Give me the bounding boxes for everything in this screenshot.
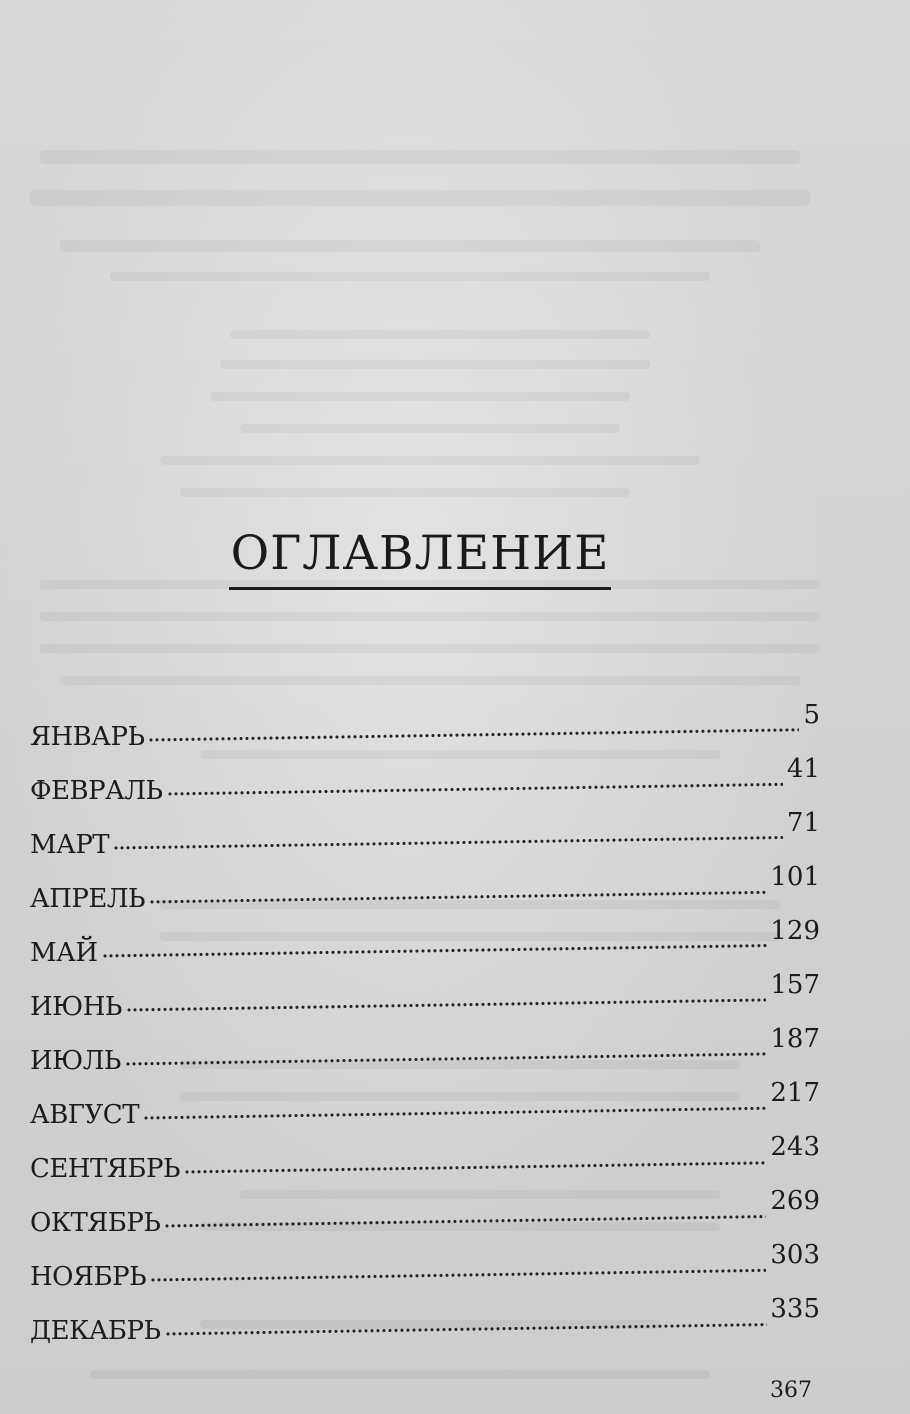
toc-entry[interactable] <box>30 850 820 914</box>
toc-entry-name: ФЕВРАЛЬ <box>30 776 163 806</box>
toc-entry[interactable] <box>30 796 820 860</box>
toc-entry-page: 335 <box>770 1294 820 1324</box>
toc-entry[interactable] <box>30 688 820 752</box>
toc-entry[interactable] <box>30 1282 820 1346</box>
table-of-contents <box>30 688 820 1346</box>
toc-title: ОГЛАВЛЕНИЕ <box>229 526 612 590</box>
toc-entry-page: 243 <box>770 1132 820 1162</box>
toc-entry-page: 217 <box>770 1078 820 1108</box>
toc-entry[interactable] <box>30 1174 820 1238</box>
toc-entry-page: 157 <box>770 970 820 1000</box>
toc-entry[interactable] <box>30 1012 820 1076</box>
dot-leader <box>164 1321 766 1338</box>
toc-entry-name: ДЕКАБРЬ <box>30 1316 161 1346</box>
page-number: 367 <box>770 1378 812 1403</box>
toc-entry-page: 187 <box>770 1024 820 1054</box>
toc-entry[interactable] <box>30 1228 820 1292</box>
toc-entry-page: 269 <box>770 1186 820 1216</box>
toc-entry[interactable] <box>30 958 820 1022</box>
toc-entry[interactable] <box>30 1066 820 1130</box>
toc-entry-name: АПРЕЛЬ <box>30 884 146 914</box>
toc-entry-name: МАРТ <box>30 830 110 860</box>
toc-entry-name: ИЮНЬ <box>30 992 122 1022</box>
toc-entry[interactable] <box>30 904 820 968</box>
toc-entry-name: МАЙ <box>30 938 98 968</box>
toc-entry-page: 5 <box>803 700 820 730</box>
toc-entry-page: 101 <box>770 862 820 892</box>
toc-entry-name: ЯНВАРЬ <box>30 722 145 752</box>
toc-entry-name: ИЮЛЬ <box>30 1046 121 1076</box>
toc-entry-name: ОКТЯБРЬ <box>30 1208 161 1238</box>
toc-entry[interactable] <box>30 742 820 806</box>
toc-entry-name: АВГУСТ <box>30 1100 140 1130</box>
toc-entry-page: 41 <box>786 754 820 784</box>
toc-entry-name: СЕНТЯБРЬ <box>30 1154 181 1184</box>
toc-entry-page: 71 <box>786 808 820 838</box>
toc-entry-page: 129 <box>770 916 820 946</box>
toc-entry[interactable] <box>30 1120 820 1184</box>
toc-entry-page: 303 <box>770 1240 820 1270</box>
toc-entry-name: НОЯБРЬ <box>30 1262 147 1292</box>
page-title <box>0 526 840 590</box>
